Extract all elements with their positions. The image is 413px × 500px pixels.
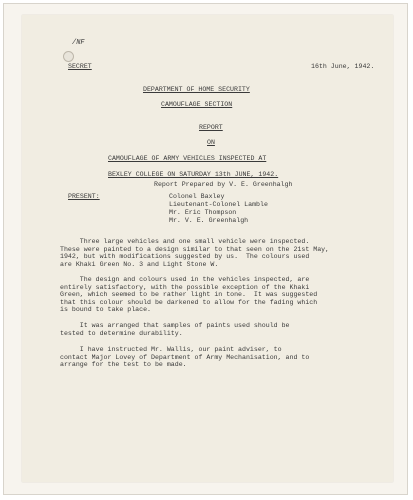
attendee: Colonel Baxley bbox=[169, 193, 225, 200]
text-line: Three large vehicles and one small vehicle were inspected. bbox=[60, 238, 310, 245]
text-line: arrange for the test to be made. bbox=[60, 361, 187, 369]
scan-frame bbox=[3, 3, 408, 495]
text-line: 1942, but with modifications suggested by us. The colours used bbox=[60, 253, 310, 261]
text-line: are Khaki Green No. 3 and Light Stone W. bbox=[60, 260, 219, 268]
report-heading: REPORT bbox=[199, 124, 223, 131]
subject-line-2: BEXLEY COLLEGE ON SATURDAY 13th JUNE, 1942. bbox=[108, 171, 279, 178]
on-heading: ON bbox=[207, 139, 215, 146]
paragraph-1 bbox=[60, 238, 329, 268]
text-line: contact Major Lovey of Department of Army Mechanisation, and to bbox=[60, 353, 310, 361]
document-date: 16th June, 1942. bbox=[311, 63, 375, 70]
section-heading: CAMOUFLAGE SECTION bbox=[161, 101, 233, 108]
attendee: Lieutenant-Colonel Lamble bbox=[169, 201, 268, 208]
text-line: that this colour should be darkened to allow for the fading which bbox=[60, 298, 318, 306]
file-reference: /NF bbox=[72, 39, 85, 47]
classification-mark: SECRET bbox=[68, 63, 92, 70]
text-line: It was arranged that samples of paints used should be bbox=[60, 322, 290, 329]
text-line: entirely satisfactory, with the possible exception of the Khaki bbox=[60, 283, 310, 291]
paragraph-2 bbox=[60, 276, 317, 314]
text-line: These were painted to a design similar to that seen on the 21st May, bbox=[60, 245, 330, 253]
paragraph-4 bbox=[60, 346, 309, 369]
prepared-by: Report Prepared by V. E. Greenhalgh bbox=[154, 181, 293, 188]
attendee: Mr. V. E. Greenhalgh bbox=[169, 217, 249, 224]
document-page bbox=[22, 15, 393, 482]
text-line: tested to determine durability. bbox=[60, 329, 183, 337]
present-label: PRESENT: bbox=[68, 193, 100, 200]
text-line: The design and colours used in the vehicles inspected, are bbox=[60, 276, 310, 283]
punch-hole bbox=[63, 51, 74, 62]
text-line: is bound to take place. bbox=[60, 306, 152, 314]
department-heading: DEPARTMENT OF HOME SECURITY bbox=[143, 86, 250, 93]
subject-line-1: CAMOUFLAGE OF ARMY VEHICLES INSPECTED AT bbox=[108, 155, 267, 162]
attendee: Mr. Eric Thompson bbox=[169, 209, 237, 216]
paragraph-3 bbox=[60, 322, 290, 337]
text-line: Green, which seemed to be rather light in tone. It was suggested bbox=[60, 291, 318, 299]
text-line: I have instructed Mr. Wallis, our paint adviser, to bbox=[60, 346, 282, 353]
